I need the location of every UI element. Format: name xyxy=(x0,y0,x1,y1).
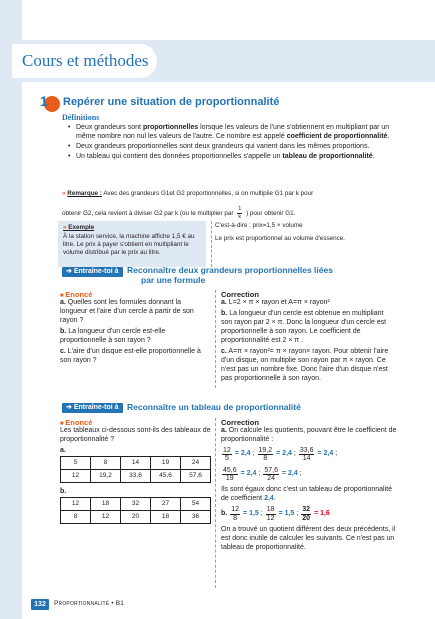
quotients-row-2: $\frac{45,6}{19}$ = 2,4 ; $\frac{57,6}{24}$ = 2,4 ; xyxy=(223,466,302,482)
definition-item: • Un tableau qui contient des données proportionnelles s'appelle un tableau de proportionnalité. xyxy=(68,153,398,162)
table-b-label: b. xyxy=(60,487,67,495)
example-label: » Exemple xyxy=(63,224,95,231)
page-number: 132 xyxy=(31,599,49,610)
exercise1-enonce: a. Quelles sont les formules donnant la longueur et l'aire d'un cercle à partir de son rayon ? b. La longueur d'un cercle est-elle proportionnelle à son rayon ? c. L'aire d'un disque est-elle proportionnelle à son rayon ? xyxy=(60,299,201,364)
exercise1-enonce-label: ■ Enoncé xyxy=(60,290,92,301)
quotients-row-3: b. $\frac{12}{8}$ = 1,5 ; $\frac{18}{12}$ = 1,5 ; $\frac{32}{20}$ = 1,6 xyxy=(221,506,330,522)
definitions-heading: Définitions xyxy=(62,113,100,122)
footer-chapter: Proportionnalité • B1 xyxy=(54,600,125,607)
example-right xyxy=(215,222,395,243)
remark-line2b: ) pour obtenir G1. xyxy=(246,210,296,218)
exercise1-divider xyxy=(215,290,216,388)
table-a: 5 8 14 19 24 12 19,2 33,6 45,6 57,6 xyxy=(60,456,211,483)
exercise2-title: Reconnaître un tableau de proportionnalité xyxy=(127,402,301,412)
table-b: 12 18 32 27 54 8 12 20 18 36 xyxy=(60,497,211,524)
example-text: À la station service, la machine affiche 1,5 € au litre. Le prix à payer s'obtient en multipliant le volume distribué par le prix au litre. xyxy=(63,233,195,257)
exercise2-divider xyxy=(215,418,216,588)
remark-line2a: obtenir G2, cela revient à diviser G2 par k (ou le multiplier par xyxy=(62,210,234,218)
quotients-row-1: $\frac{12}{5}$ = 2,4 ; $\frac{19,2}{8}$ = 2,4 ; $\frac{33,6}{14}$ = 2,4 ; xyxy=(223,446,338,463)
example-formula: C'est-à-dire : prix=1,5 × volume xyxy=(215,222,303,229)
header-title-box xyxy=(12,44,157,78)
remark-block xyxy=(62,190,402,221)
exercise2-enonce: Les tableaux ci-dessous sont-ils des tableaux de proportionnalité ? a. 5 8 14 19 24 12 19,2 33,6 45,6 57,6 b. 12 18 32 27 54 8 12 20 18 36 xyxy=(60,427,212,524)
remark-label: Remarque : xyxy=(67,190,102,197)
remark-line1: Avec des grandeurs G1et G2 proportionnelles, si on multiplie G1 par k pour xyxy=(103,190,314,197)
exercise1-correction-label: Correction xyxy=(221,290,259,299)
exercise1-correction: a. L=2 × π × rayon et A=π × rayon² b. La longueur d'un cercle est obtenue en multipliant son rayon par 2 × π. Donc la longueur d'un cercle est proportionnelle à son rayon. Le coefficient de proportionnalité est 2 × π . c. A=π × rayon²= π × rayon× rayon. Pour obtenir l'aire d'un disque, on multiplie son rayon par π × rayon. Ce n'est pas un nombre fixe. Donc l'aire d'un disque n'est pas proportionnelle à son rayon. xyxy=(221,299,389,382)
entraine-toi-badge: ➔ Entraîne-toi à xyxy=(62,267,123,277)
definitions-list xyxy=(68,124,398,163)
entraine-toi-badge: ➔ Entraîne-toi à xyxy=(62,403,123,413)
section-number: 1 xyxy=(40,93,48,109)
exercise2-correction-label: Correction xyxy=(221,418,259,427)
definition-item: • Deux grandeurs proportionnelles sont deux grandeurs qui varient dans les mêmes proportions. xyxy=(68,143,398,152)
exercise2-enonce-label: ■ Enoncé xyxy=(60,418,92,429)
page-title: Cours et méthodes xyxy=(22,51,149,70)
table-a-label: a. xyxy=(60,446,66,454)
remark-marker: » xyxy=(62,190,66,197)
exercise2-correction: a. On calcule les quotients, pouvant être le coefficient de proportionnalité : $\frac{12}{5}$ = 2,4 ; $\frac{19,2}{8}$ = 2,4 ; $\frac{33,6}{14}$ = 2,4 ; $\frac{45,6}{19}$ = 2,4 ; $\frac{57,6}{24}$ = 2,4 ; Ils sont égaux donc c'est un tableau de proportionnalité de coefficient 2,4. b. $\frac{12}{8}$ = 1,5 ; $\frac{18}{12}$ = 1,5 ; $\frac{32}{20}$ = 1,6 On a trouvé un quotient différent des deux précédents, il est donc inutile de calculer les suivants. Ce n'est pas un tableau de proportionnalité. xyxy=(221,427,399,555)
exercise1-title: Reconnaître deux grandeurs proportionnelles liées par une formule xyxy=(127,265,333,285)
remark-fraction: $\frac{1}{k}$ xyxy=(238,206,242,221)
section-title: Repérer une situation de proportionnalité xyxy=(63,96,280,108)
example-box xyxy=(58,221,206,267)
definition-item: • Deux grandeurs sont proportionnelles lorsque les valeurs de l'une s'obtiennent en multipliant par un même nombre non nul les valeurs de l'autre. Ce nombre est appelé coefficient de proportionnalité. xyxy=(68,124,398,142)
example-conclusion: Le prix est proportionnel au volume d'essence. xyxy=(215,235,346,243)
left-margin-bar xyxy=(0,0,22,619)
example-divider xyxy=(211,221,212,267)
